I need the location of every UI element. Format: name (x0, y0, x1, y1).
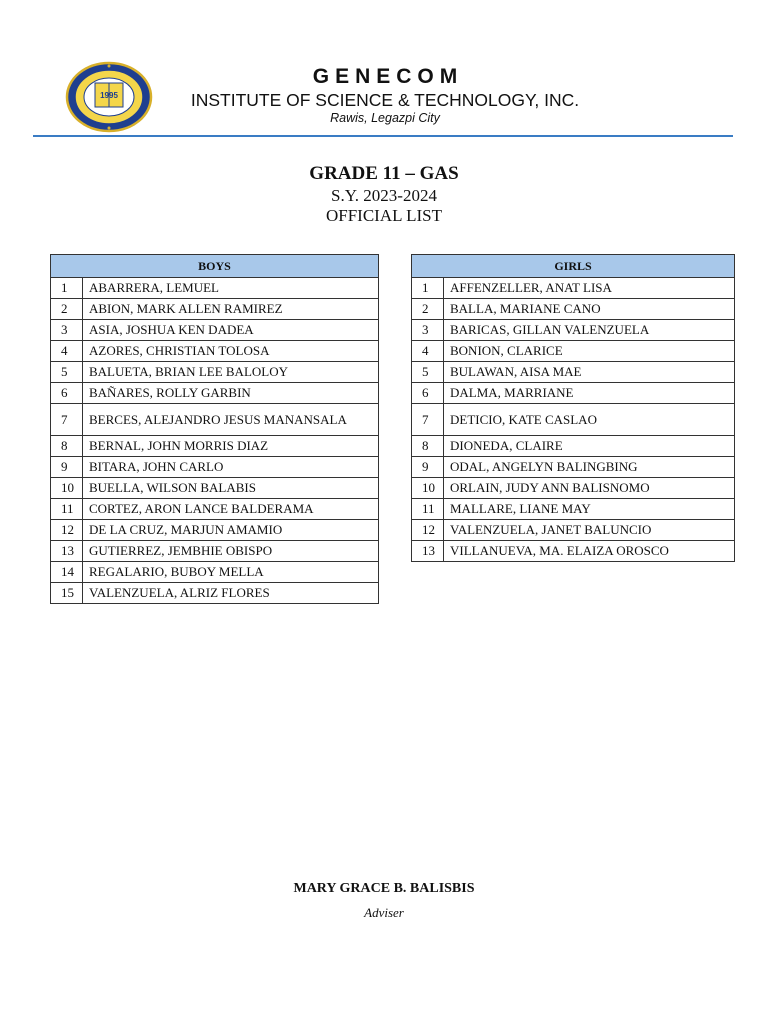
row-number: 11 (51, 499, 83, 520)
student-name: BONION, CLARICE (444, 341, 735, 362)
table-row (412, 499, 735, 520)
table-row (412, 341, 735, 362)
student-name: ASIA, JOSHUA KEN DADEA (83, 320, 379, 341)
table-row (51, 583, 379, 604)
boys-header: BOYS (51, 255, 379, 278)
student-name: DIONEDA, CLAIRE (444, 436, 735, 457)
row-number: 15 (51, 583, 83, 604)
student-name: DE LA CRUZ, MARJUN AMAMIO (83, 520, 379, 541)
institution-address: Rawis, Legazpi City (330, 111, 440, 125)
table-row (412, 436, 735, 457)
row-number: 1 (51, 278, 83, 299)
row-number: 13 (51, 541, 83, 562)
table-row (51, 499, 379, 520)
student-name: BITARA, JOHN CARLO (83, 457, 379, 478)
row-number: 9 (51, 457, 83, 478)
student-name: MALLARE, LIANE MAY (444, 499, 735, 520)
row-number: 2 (412, 299, 444, 320)
row-number: 9 (412, 457, 444, 478)
student-name: BERCES, ALEJANDRO JESUS MANANSALA (83, 404, 379, 436)
table-row (51, 299, 379, 320)
table-row (51, 457, 379, 478)
adviser-role: Adviser (364, 905, 404, 920)
table-row (412, 299, 735, 320)
row-number: 7 (412, 404, 444, 436)
table-row (51, 320, 379, 341)
row-number: 8 (412, 436, 444, 457)
school-seal-icon (65, 61, 153, 133)
table-row (51, 478, 379, 499)
row-number: 13 (412, 541, 444, 562)
adviser-signature (0, 880, 768, 922)
table-row (412, 383, 735, 404)
header-divider (33, 135, 733, 137)
student-name: BAÑARES, ROLLY GARBIN (83, 383, 379, 404)
row-number: 11 (412, 499, 444, 520)
table-row (51, 541, 379, 562)
row-number: 4 (51, 341, 83, 362)
document-titles (0, 162, 768, 226)
row-number: 7 (51, 404, 83, 436)
adviser-name: MARY GRACE B. BALISBIS (293, 881, 475, 896)
student-name: AFFENZELLER, ANAT LISA (444, 278, 735, 299)
table-row (51, 436, 379, 457)
student-name: VALENZUELA, JANET BALUNCIO (444, 520, 735, 541)
student-name: BALLA, MARIANE CANO (444, 299, 735, 320)
institution-name: GENECOM (312, 65, 464, 88)
row-number: 6 (412, 383, 444, 404)
table-row (412, 404, 735, 436)
row-number: 12 (412, 520, 444, 541)
row-number: 5 (51, 362, 83, 383)
table-row (412, 478, 735, 499)
grade-title: GRADE 11 – GAS (309, 163, 459, 184)
student-name: DETICIO, KATE CASLAO (444, 404, 735, 436)
student-name: CORTEZ, ARON LANCE BALDERAMA (83, 499, 379, 520)
school-year: S.Y. 2023-2024 (331, 186, 437, 205)
student-name: BERNAL, JOHN MORRIS DIAZ (83, 436, 379, 457)
list-title: OFFICIAL LIST (325, 206, 442, 225)
student-name: ABARRERA, LEMUEL (83, 278, 379, 299)
student-name: REGALARIO, BUBOY MELLA (83, 562, 379, 583)
row-number: 10 (412, 478, 444, 499)
table-row (51, 404, 379, 436)
row-number: 3 (412, 320, 444, 341)
table-row (412, 541, 735, 562)
table-row (412, 362, 735, 383)
row-number: 5 (412, 362, 444, 383)
boys-table (50, 254, 379, 604)
student-name: ABION, MARK ALLEN RAMIREZ (83, 299, 379, 320)
student-name: VALENZUELA, ALRIZ FLORES (83, 583, 379, 604)
student-name: BARICAS, GILLAN VALENZUELA (444, 320, 735, 341)
institution-subtitle: INSTITUTE OF SCIENCE & TECHNOLOGY, INC. (190, 90, 580, 110)
institution-header (160, 64, 610, 126)
row-number: 3 (51, 320, 83, 341)
student-name: ODAL, ANGELYN BALINGBING (444, 457, 735, 478)
table-row (51, 383, 379, 404)
table-row (51, 362, 379, 383)
table-row (412, 520, 735, 541)
table-row (51, 562, 379, 583)
student-name: BULAWAN, AISA MAE (444, 362, 735, 383)
table-row (412, 320, 735, 341)
student-name: GUTIERREZ, JEMBHIE OBISPO (83, 541, 379, 562)
table-row (51, 520, 379, 541)
girls-header: GIRLS (412, 255, 735, 278)
table-row (412, 278, 735, 299)
row-number: 2 (51, 299, 83, 320)
student-name: BALUETA, BRIAN LEE BALOLOY (83, 362, 379, 383)
student-name: DALMA, MARRIANE (444, 383, 735, 404)
row-number: 10 (51, 478, 83, 499)
table-row (412, 457, 735, 478)
table-row (51, 341, 379, 362)
row-number: 12 (51, 520, 83, 541)
row-number: 8 (51, 436, 83, 457)
logo-year: 1995 (100, 91, 118, 100)
student-name: ORLAIN, JUDY ANN BALISNOMO (444, 478, 735, 499)
row-number: 4 (412, 341, 444, 362)
row-number: 14 (51, 562, 83, 583)
student-name: AZORES, CHRISTIAN TOLOSA (83, 341, 379, 362)
student-name: BUELLA, WILSON BALABIS (83, 478, 379, 499)
table-row (51, 278, 379, 299)
row-number: 6 (51, 383, 83, 404)
row-number: 1 (412, 278, 444, 299)
student-name: VILLANUEVA, MA. ELAIZA OROSCO (444, 541, 735, 562)
girls-table (411, 254, 735, 562)
